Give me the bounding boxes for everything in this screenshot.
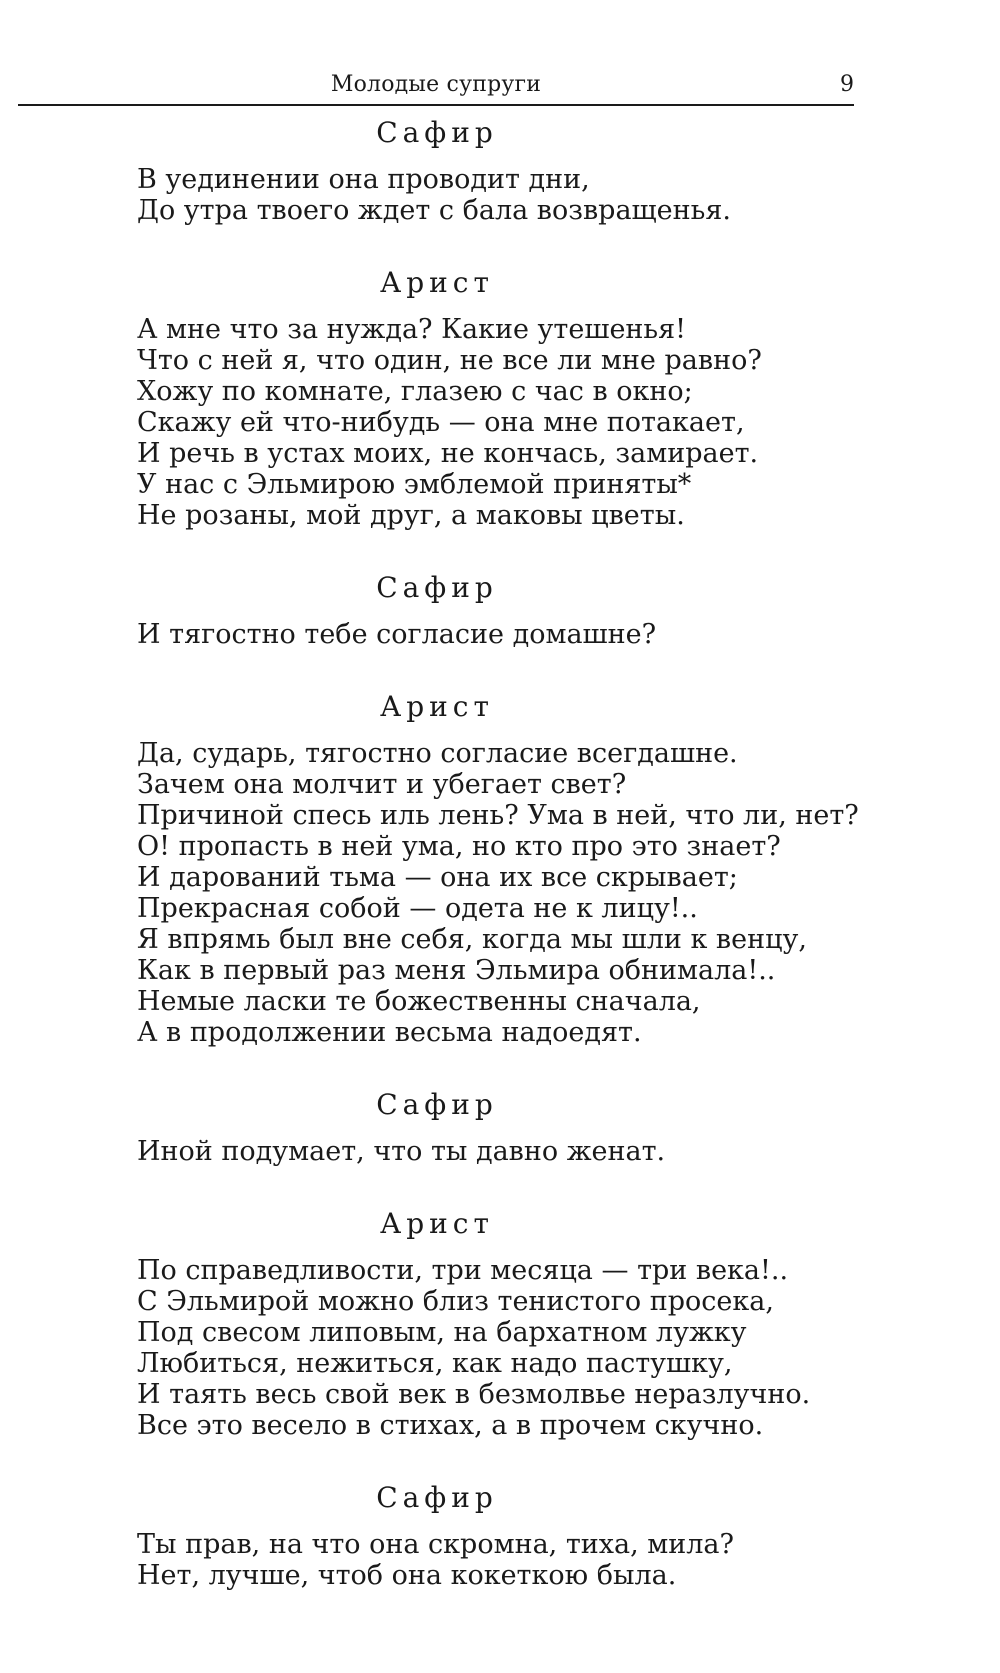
verse-line: Все это весело в стихах, а в прочем скучно.: [137, 1410, 764, 1441]
verse-line: До утра твоего ждет с бала возвращенья.: [137, 195, 731, 226]
verse-line: Не розаны, мой друг, а маковы цветы.: [137, 500, 685, 531]
verse-line: У нас с Эльмирою эмблемой приняты*: [137, 469, 692, 500]
verse-line: Ты прав, на что она скромна, тиха, мила?: [137, 1529, 734, 1560]
speaker-name: Сафир: [376, 116, 498, 149]
verse-line: Под свесом липовым, на бархатном лужку: [137, 1317, 747, 1348]
verse-line: Причиной спесь иль лень? Ума в ней, что ли, нет?: [137, 800, 859, 831]
speaker-name: Арист: [380, 266, 494, 299]
verse-lines: [137, 164, 877, 226]
verse-line: Прекрасная собой — одета не к лицу!..: [137, 893, 698, 924]
verse-line: Иной подумает, что ты давно женат.: [137, 1136, 666, 1167]
verse-lines: [137, 1529, 877, 1591]
verse-lines: [137, 619, 877, 650]
verse-line: И дарований тьма — она их все скрывает;: [137, 862, 738, 893]
verse-line: По справедливости, три месяца — три века!..: [137, 1255, 789, 1286]
verse-line: Нет, лучше, чтоб она кокеткою была.: [137, 1560, 677, 1591]
verse-lines: [137, 1255, 877, 1441]
speaker-name: Арист: [380, 690, 494, 723]
verse-line: В уединении она проводит дни,: [137, 164, 590, 195]
verse-line: Я впрямь был вне себя, когда мы шли к венцу,: [137, 924, 807, 955]
speech-block: [137, 1479, 877, 1591]
speaker-name: Сафир: [376, 1088, 498, 1121]
speech-block: [137, 114, 877, 226]
verse-lines: [137, 738, 877, 1048]
speaker-name: Арист: [380, 1207, 494, 1240]
running-title: Молодые супруги: [330, 72, 542, 97]
verse-line: С Эльмирой можно близ тенистого просека,: [137, 1286, 774, 1317]
verse-line: А мне что за нужда? Какие утешенья!: [137, 314, 687, 345]
speech-block: [137, 264, 877, 531]
speaker-name: Сафир: [376, 1481, 498, 1514]
verse-line: Зачем она молчит и убегает свет?: [137, 769, 627, 800]
page-number: 9: [840, 72, 854, 97]
verse-line: И речь в устах моих, не кончась, замирает.: [137, 438, 759, 469]
verse-line: И таять весь свой век в безмолвье неразлучно.: [137, 1379, 811, 1410]
speech-block: [137, 1205, 877, 1441]
speech-block: [137, 1086, 877, 1167]
speaker-name: Сафир: [376, 571, 498, 604]
verse-lines: [137, 314, 877, 531]
verse-line: Скажу ей что-нибудь — она мне потакает,: [137, 407, 745, 438]
verse-line: Немые ласки те божественны сначала,: [137, 986, 701, 1017]
speech-block: [137, 569, 877, 650]
verse-line: Хожу по комнате, глазею с час в окно;: [137, 376, 693, 407]
verse-line: Что с ней я, что один, не все ли мне равно?: [137, 345, 762, 376]
running-head: [18, 68, 854, 106]
verse-line: И тягостно тебе согласие домашне?: [137, 619, 657, 650]
verse-line: А в продолжении весьма надоедят.: [137, 1017, 642, 1048]
verse-line: Как в первый раз меня Эльмира обнимала!..: [137, 955, 776, 986]
verse-line: Любиться, нежиться, как надо пастушку,: [137, 1348, 733, 1379]
play-text: [137, 114, 877, 1629]
verse-line: О! пропасть в ней ума, но кто про это знает?: [137, 831, 781, 862]
verse-lines: [137, 1136, 877, 1167]
speech-block: [137, 688, 877, 1048]
verse-line: Да, сударь, тягостно согласие всегдашне.: [137, 738, 738, 769]
